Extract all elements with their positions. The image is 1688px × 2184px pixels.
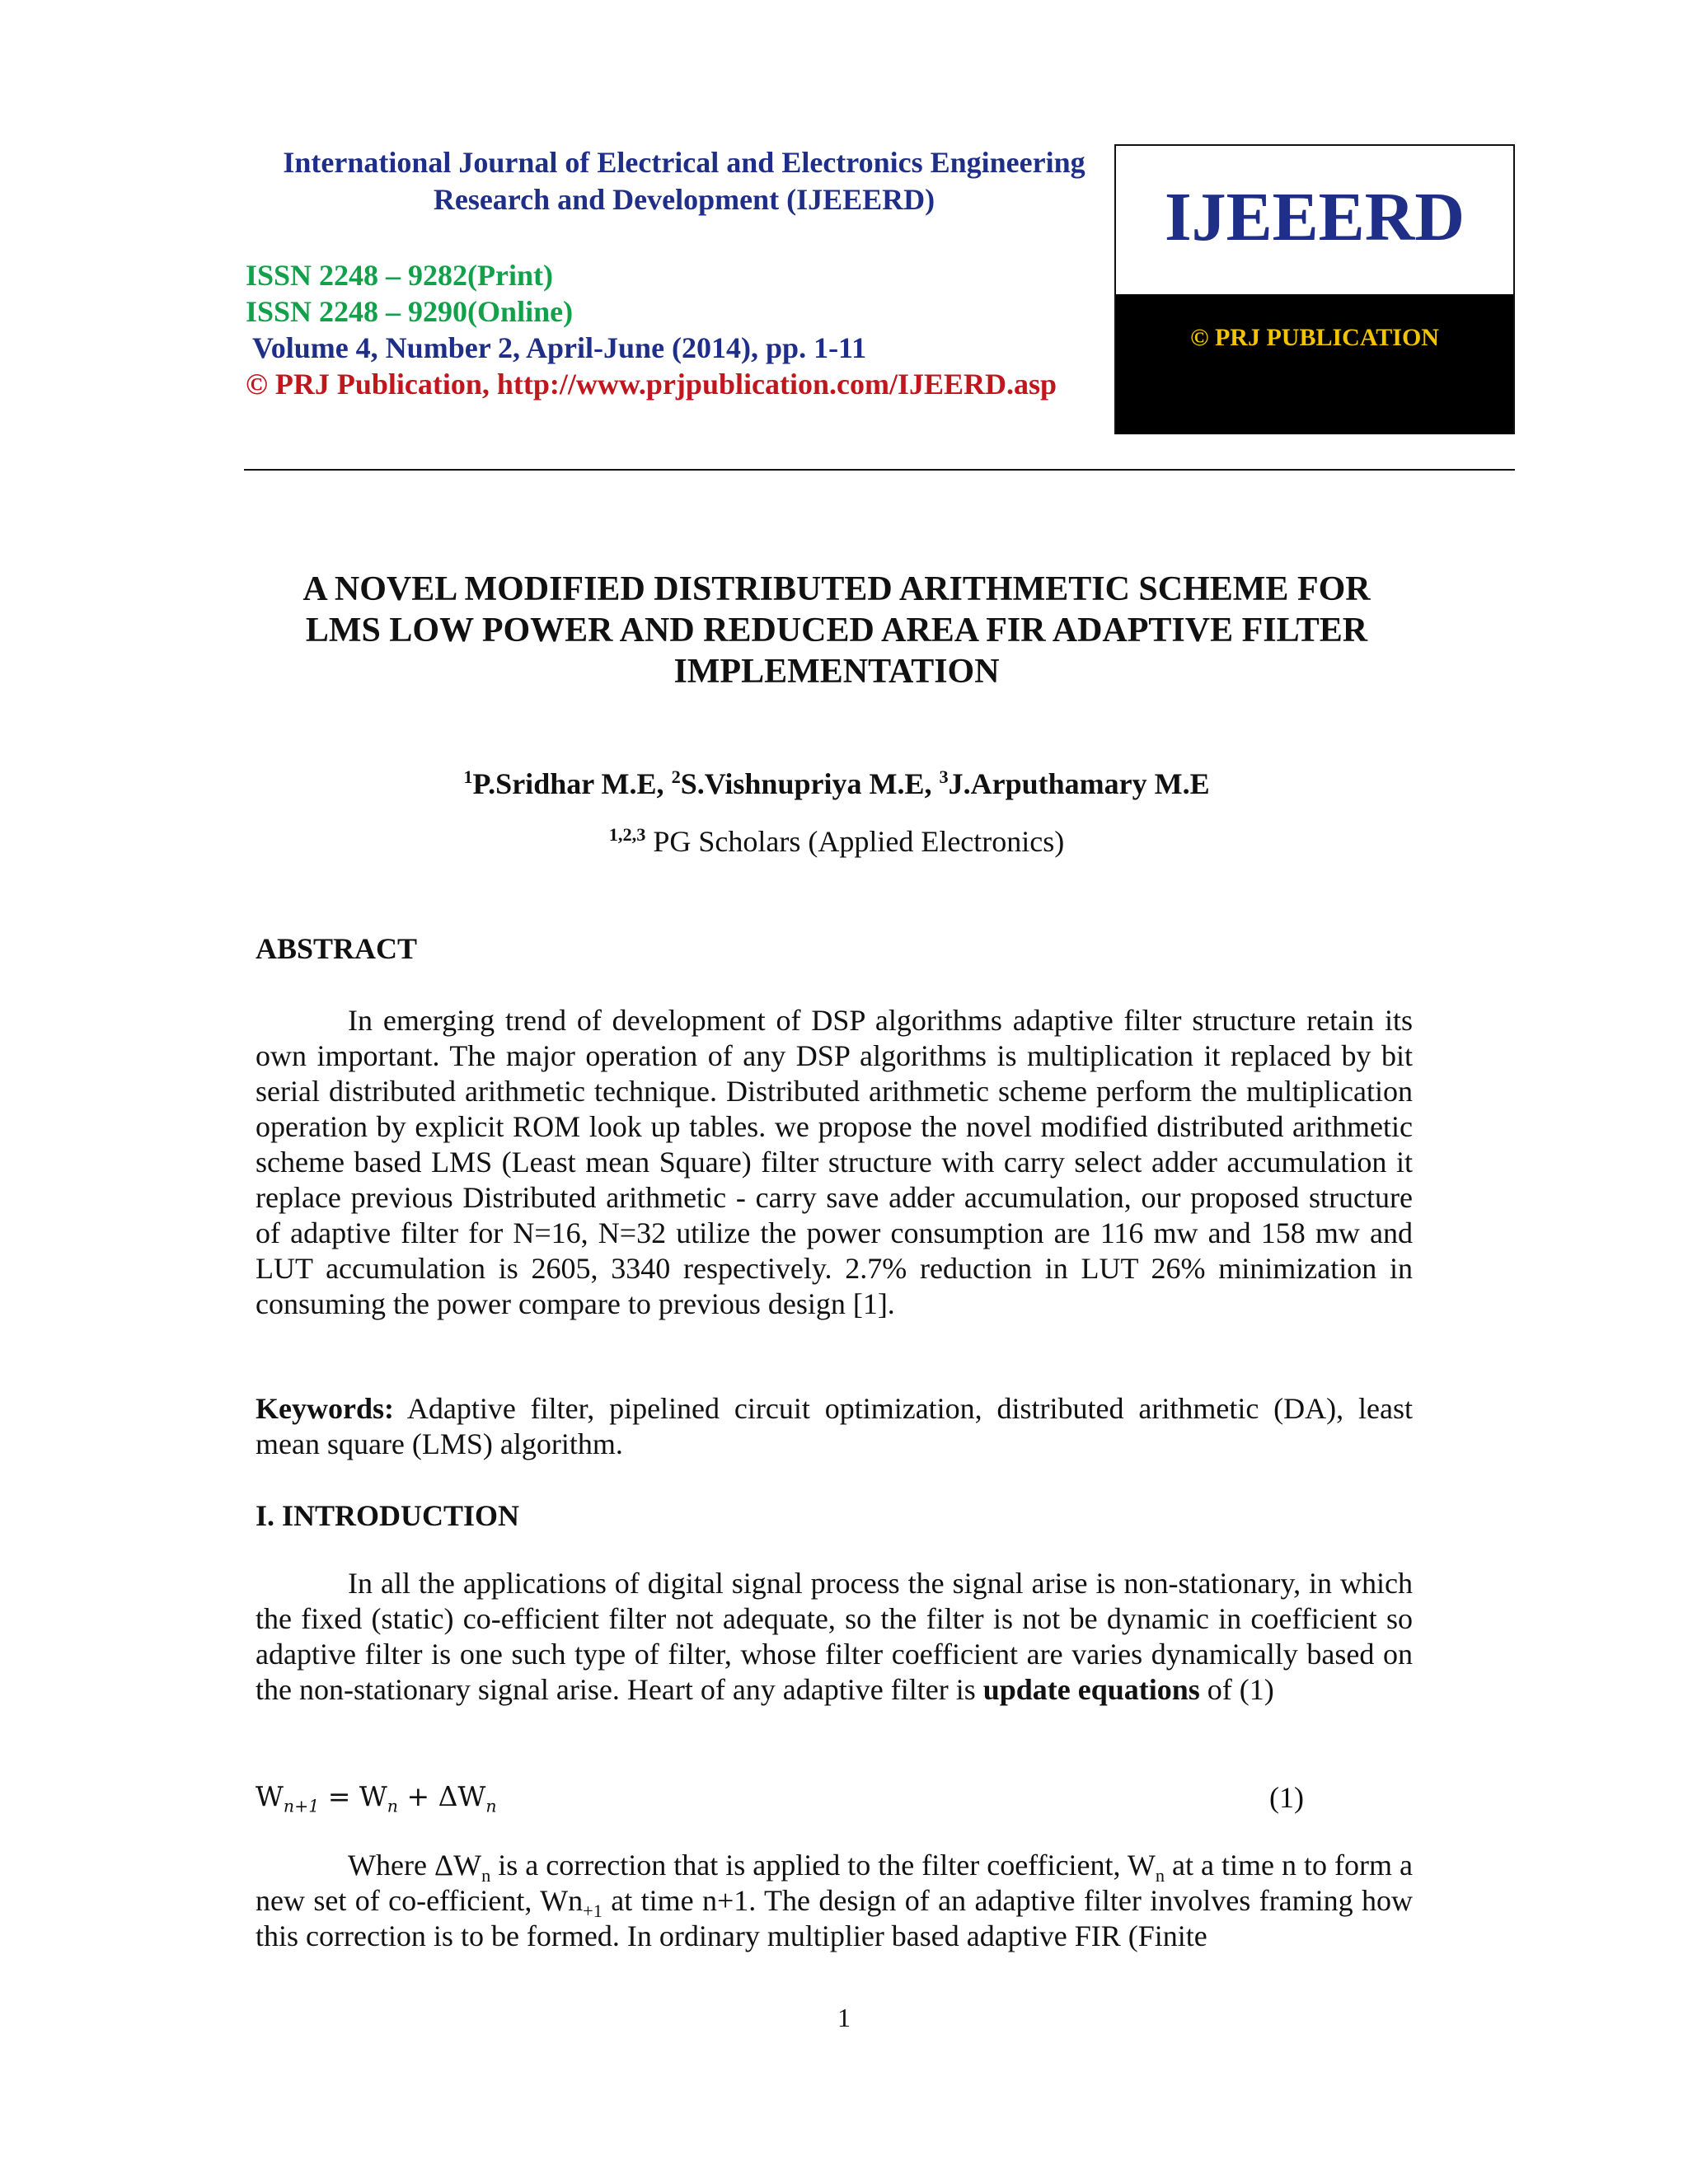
eq-rhs1-sub: n xyxy=(387,1796,398,1816)
header-divider xyxy=(244,469,1515,471)
where-sub-3: +1 xyxy=(583,1900,603,1922)
author-list xyxy=(206,766,1467,801)
keywords-text: Adaptive filter, pipelined circuit optimization, distributed arithmetic (DA), least mean square (LMS) algorithm. xyxy=(256,1392,1413,1460)
introduction-text: In all the applications of digital signal process the signal arise is non-stationary, in which the fixed (static) co-efficient filter not adequate, so the filter is not be dynamic in coefficient so adaptive filter is one such type of filter, whose filter coefficient are varies dynamically based on the non-stationary signal arise. Heart of any adaptive filter is xyxy=(256,1567,1413,1706)
logo-band-text: © PRJ PUBLICATION xyxy=(1190,324,1439,351)
paper-title-line1: A NOVEL MODIFIED DISTRIBUTED ARITHMETIC SCHEME FOR xyxy=(302,570,1371,608)
affiliation-text: PG Scholars (Applied Electronics) xyxy=(645,825,1065,858)
equation-number: (1) xyxy=(1269,1781,1304,1814)
eq-lhs: W xyxy=(256,1780,284,1812)
affiliation-sup: 1,2,3 xyxy=(608,824,646,845)
logo-title: IJEEERD xyxy=(1164,179,1465,255)
abstract-body: In emerging trend of development of DSP algorithms adaptive filter structure retain its own important. The major operation of any DSP algorithms is multiplication it replaced by bit serial distributed arithmetic technique. Distributed arithmetic scheme perform the multiplication operation by explicit ROM look up tables. we propose the novel modified distributed arithmetic scheme based LMS (Least mean Square) filter structure with carry select adder accumulation it replace previous Distributed arithmetic - carry save adder accumulation, our proposed structure of adaptive filter for N=16, N=32 utilize the power consumption are 116 mw and 158 mw and LUT accumulation is 2605, 3340 respectively. 2.7% reduction in LUT 26% minimization in consuming the power compare to previous design [1]. xyxy=(256,1004,1413,1320)
paper-title xyxy=(206,569,1467,692)
where-text-1: Where ΔW xyxy=(348,1849,482,1882)
where-sub-2: n xyxy=(1155,1865,1165,1886)
issn-online: ISSN 2248 – 9290(Online) xyxy=(246,295,574,328)
page-number: 1 xyxy=(837,2003,851,2032)
where-sub-1: n xyxy=(481,1865,491,1886)
abstract-heading: ABSTRACT xyxy=(256,932,418,965)
journal-name xyxy=(247,144,1121,218)
keywords-label: Keywords: xyxy=(256,1392,394,1425)
where-text-3: at a time n to form a new set of co-efficient, Wn xyxy=(256,1849,1413,1917)
author-3-sup: 3 xyxy=(939,766,949,787)
eq-plus: + ΔW xyxy=(397,1780,486,1812)
introduction-bold: update equations xyxy=(982,1673,1200,1706)
journal-name-line1: International Journal of Electrical and Electronics Engineering xyxy=(283,146,1085,179)
author-2-sup: 2 xyxy=(671,766,681,787)
paper-title-line2: LMS LOW POWER AND REDUCED AREA FIR ADAPTIVE FILTER xyxy=(305,612,1368,649)
volume-info: Volume 4, Number 2, April-June (2014), pp. 1-11 xyxy=(252,331,867,364)
issn-print: ISSN 2248 – 9282(Print) xyxy=(246,259,554,292)
logo-band xyxy=(1116,294,1513,434)
introduction-body xyxy=(256,1566,1413,1708)
author-2: S.Vishnupriya M.E, xyxy=(680,767,940,800)
where-paragraph xyxy=(256,1848,1413,1954)
journal-name-line2: Research and Development (IJEEERD) xyxy=(433,183,935,216)
equation-1 xyxy=(256,1780,497,1816)
introduction-tail: of (1) xyxy=(1199,1673,1274,1706)
keywords xyxy=(256,1391,1413,1462)
paper-title-line3: IMPLEMENTATION xyxy=(673,653,1000,691)
eq-rhs2-sub: n xyxy=(485,1796,497,1816)
where-text-4: at time n+1. The design of an adaptive filter involves framing how this correction is to be formed. In ordinary multiplier based adaptive FIR (Finite xyxy=(256,1884,1413,1952)
introduction-heading: I. INTRODUCTION xyxy=(256,1499,520,1532)
where-text-2: is a correction that is applied to the filter coefficient, W xyxy=(490,1849,1156,1882)
author-3: J.Arputhamary M.E xyxy=(948,767,1210,800)
publication-link[interactable]: © PRJ Publication, http://www.prjpublication.com/IJEERD.asp xyxy=(246,368,1057,401)
eq-lhs-sub: n+1 xyxy=(283,1796,320,1816)
journal-logo xyxy=(1114,144,1515,434)
author-1-sup: 1 xyxy=(463,766,473,787)
affiliation xyxy=(206,824,1467,859)
author-1: P.Sridhar M.E, xyxy=(472,767,672,800)
eq-rel: = W xyxy=(319,1780,387,1812)
